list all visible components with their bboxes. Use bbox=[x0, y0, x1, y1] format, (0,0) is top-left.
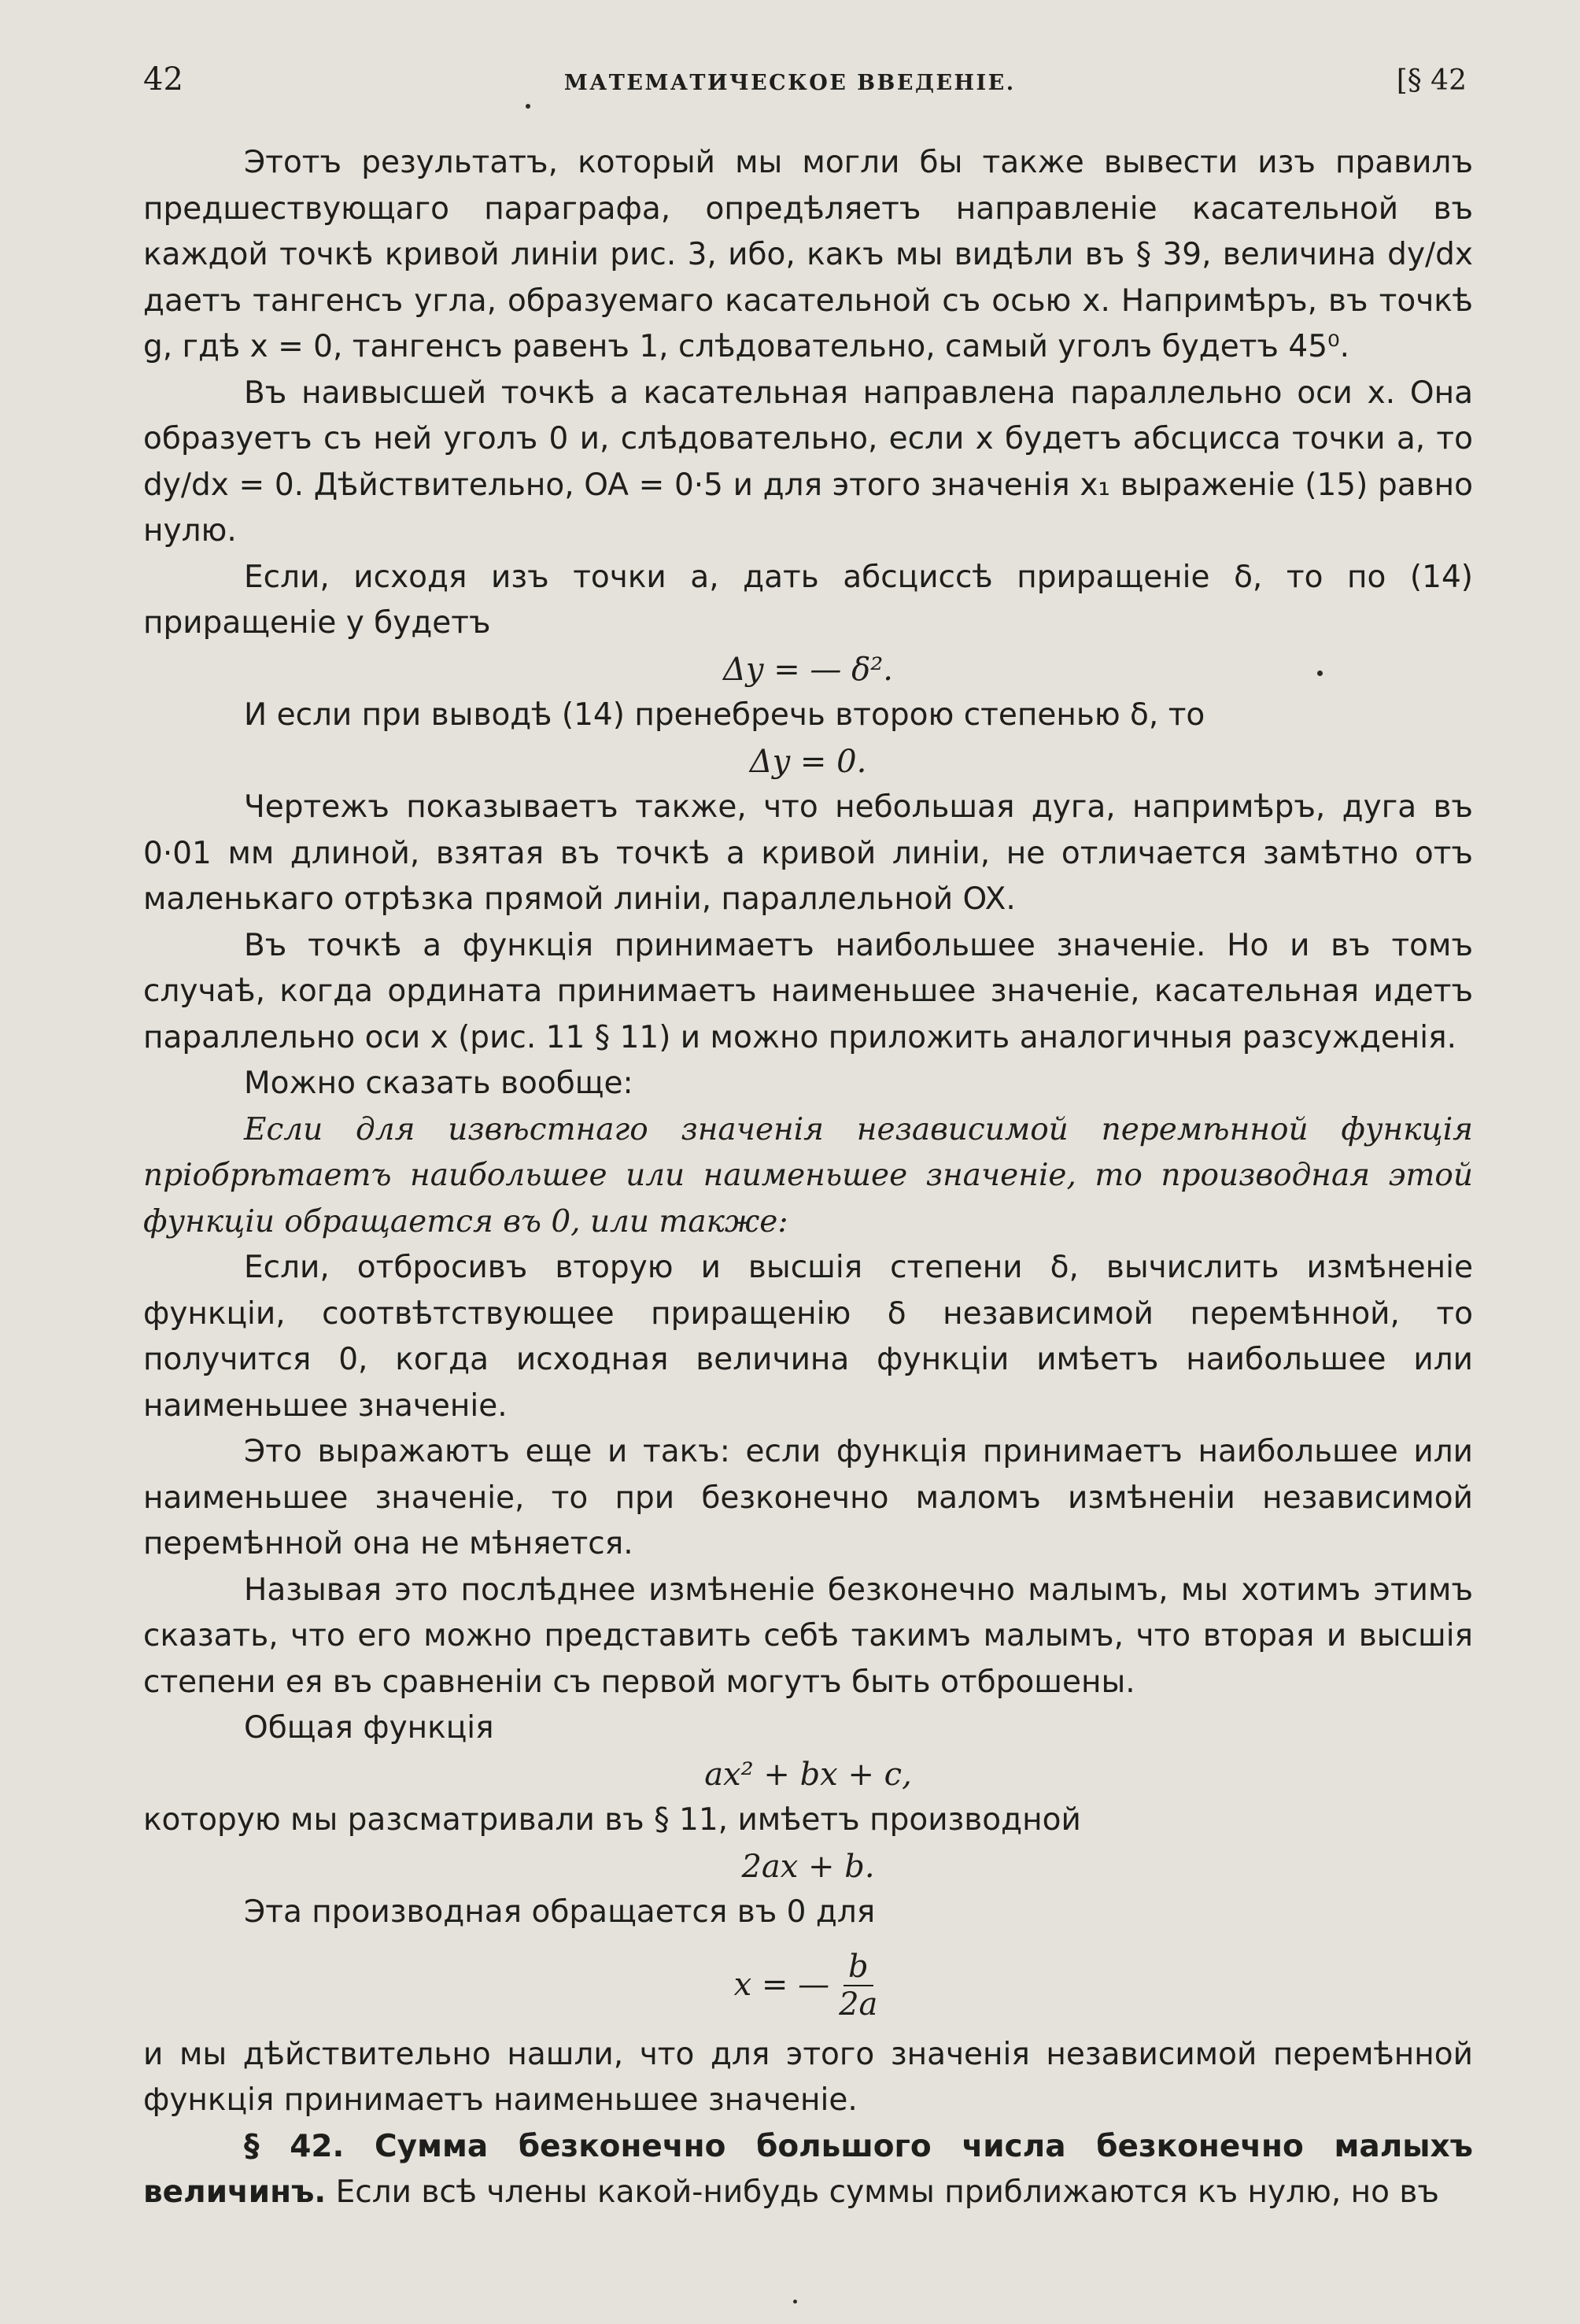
print-speck bbox=[793, 2300, 797, 2304]
fraction-denominator: 2a bbox=[839, 1986, 878, 2023]
running-header bbox=[143, 61, 1467, 109]
paragraph: Эта производная обращается въ 0 для bbox=[244, 1894, 876, 1930]
paragraph: Можно сказать вообще: bbox=[244, 1066, 633, 1101]
paragraph: И если при выводѣ (14) пренебречь второю степенью δ, то bbox=[244, 697, 1205, 733]
fraction-numerator: b bbox=[844, 1949, 873, 1986]
section-heading: § 42. Сумма безконечно большого числа безконечно малыхъ величинъ. bbox=[143, 2128, 1473, 2210]
paragraph: Называя это послѣднее измѣненіе безконечно малымъ, мы хотимъ этимъ сказать, что его можно представить себѣ такимъ малымъ, что вторая и высшія степени ея въ сравненіи съ первой могутъ быть отброшены. bbox=[143, 1572, 1473, 1700]
section-text: Если всѣ члены какой-нибудь суммы приближаются къ нулю, но въ bbox=[335, 2174, 1439, 2210]
section-marker: [§ 42 bbox=[1396, 65, 1467, 97]
print-speck bbox=[526, 104, 530, 109]
section-paragraph bbox=[143, 2124, 1473, 2216]
paragraph: Въ наивысшей точкѣ a касательная направлена параллельно оси x. Она образуетъ съ ней уголъ 0 и, слѣдовательно, если x будетъ абсцисса точки a, то dy/dx = 0. Дѣйствительно, OA = 0·5 и для этого значенія x₁ выраженіе (15) равно нулю. bbox=[143, 375, 1473, 549]
paragraph: Если, исходя изъ точки a, дать абсциссѣ приращеніе δ, то по (14) приращеніе y будетъ bbox=[143, 559, 1473, 641]
paragraph: Въ точкѣ a функція принимаетъ наибольшее значеніе. Но и въ томъ случаѣ, когда ордината принимаетъ наименьшее значеніе, касательная идетъ параллельно оси x (рис. 11 § 11) и можно приложить аналогичныя разсужденія. bbox=[143, 927, 1473, 1055]
equation: 2ax + b. bbox=[741, 1848, 875, 1885]
paragraph: Общая функція bbox=[244, 1710, 494, 1746]
equation: Δy = — δ². bbox=[723, 651, 893, 688]
paragraph: и мы дѣйствительно нашли, что для этого значенія независимой перемѣнной функція принимаетъ наименьшее значеніе. bbox=[143, 2036, 1473, 2118]
page-number: 42 bbox=[143, 61, 183, 98]
theorem-statement: Если для извѣстнаго значенія независимой перемѣнной функція пріобрѣтаетъ наибольшее или наименьшее значеніе, то производная этой функціи обращается въ 0, или также: bbox=[143, 1111, 1473, 1240]
paragraph: Этотъ результатъ, который мы могли бы также вывести изъ правилъ предшествующаго параграфа, опредѣляетъ направленіе касательной въ каждой точкѣ кривой линіи рис. 3, ибо, какъ мы видѣли въ § 39, величина dy/dx даетъ тангенсъ угла, образуемаго касательной съ осью x. Напримѣръ, въ точкѣ g, гдѣ x = 0, тангенсъ равенъ 1, слѣдовательно, самый уголъ будетъ 45⁰. bbox=[143, 145, 1473, 364]
running-title: МАТЕМАТИЧЕСКОЕ ВВЕДЕНІЕ. bbox=[563, 71, 1016, 95]
body-text bbox=[143, 140, 1473, 2216]
equation-fraction bbox=[143, 1942, 1473, 2029]
equation: ax² + bx + c, bbox=[704, 1756, 912, 1793]
paragraph: которую мы разсматривали въ § 11, имѣетъ производной bbox=[143, 1802, 1081, 1838]
equation-lhs: x = — bbox=[733, 1967, 830, 2004]
paragraph: Это выражаютъ еще и такъ: если функція принимаетъ наибольшее или наименьшее значеніе, то при безконечно маломъ измѣненіи независимой перемѣнной она не мѣняется. bbox=[143, 1434, 1473, 1561]
print-speck bbox=[1317, 671, 1323, 676]
paragraph: Если, отбросивъ вторую и высшія степени δ, вычислить измѣненіе функціи, соотвѣтствующее приращенію δ независимой перемѣнной, то получится 0, когда исходная величина функціи имѣетъ наибольшее или наименьшее значеніе. bbox=[143, 1250, 1473, 1424]
equation: Δy = 0. bbox=[749, 743, 867, 780]
paragraph: Чертежъ показываетъ также, что небольшая дуга, напримѣръ, дуга въ 0·01 мм длиной, взятая въ точкѣ a кривой линіи, не отличается замѣтно отъ маленькаго отрѣзка прямой линіи, параллельной OX. bbox=[143, 789, 1473, 917]
fraction bbox=[834, 1949, 882, 2023]
